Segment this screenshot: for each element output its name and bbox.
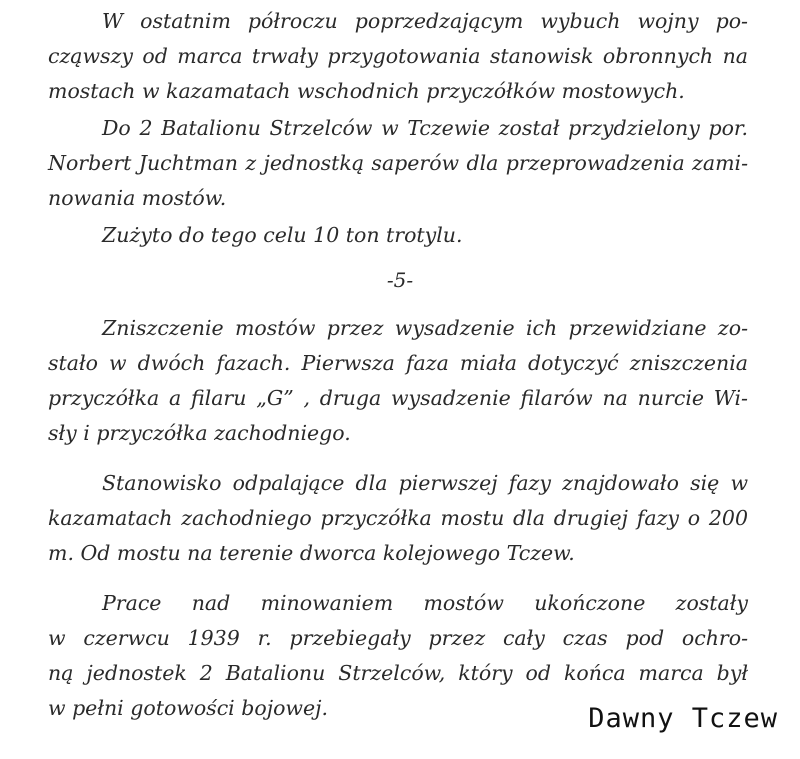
paragraph-line: Norbert Juchtman z jednostką saperów dla przeprowadzenia zami-	[48, 151, 748, 175]
paragraph-line: przyczółka a filaru „G” , druga wysadzenie filarów na nurcie Wi-	[48, 386, 748, 410]
paragraph-line: nowania mostów.	[48, 186, 227, 210]
paragraph-line: cząwszy od marca trwały przygotowania stanowisk obronnych na	[48, 44, 748, 68]
watermark-text: Dawny Tczew	[588, 703, 778, 734]
paragraph-4	[48, 311, 748, 451]
paragraph-line: m. Od mostu na terenie dworca kolejowego Tczew.	[48, 541, 575, 565]
paragraph-line: sły i przyczółka zachodniego.	[48, 421, 351, 445]
paragraph-line: Zniszczenie mostów przez wysadzenie ich przewidziane zo-	[102, 316, 748, 340]
paragraph-line: w pełni gotowości bojowej.	[48, 696, 328, 720]
paragraph-line: Do 2 Batalionu Strzelców w Tczewie został przydzielony por.	[102, 116, 748, 140]
paragraph-line: kazamatach zachodniego przyczółka mostu dla drugiej fazy o 200	[48, 506, 748, 530]
paragraph-line: mostach w kazamatach wschodnich przyczółków mostowych.	[48, 79, 685, 103]
paragraph-line: ną jednostek 2 Batalionu Strzelców, który od końca marca był	[48, 661, 748, 685]
paragraph-3	[48, 218, 748, 253]
page-number: -5-	[386, 268, 414, 292]
paragraph-1	[48, 4, 748, 109]
paragraph-line: Prace nad minowaniem mostów ukończone zostały	[102, 591, 748, 615]
paragraph-5	[48, 466, 748, 571]
paragraph-line: Zużyto do tego celu 10 ton trotylu.	[102, 223, 463, 247]
paragraph-line: W ostatnim półroczu poprzedzającym wybuch wojny po-	[102, 9, 748, 33]
paragraph-2	[48, 111, 748, 216]
paragraph-line: stało w dwóch fazach. Pierwsza faza miała dotyczyć zniszczenia	[48, 351, 748, 375]
paragraph-line: w czerwcu 1939 r. przebiegały przez cały czas pod ochro-	[48, 626, 748, 650]
paragraph-line: Stanowisko odpalające dla pierwszej fazy znajdowało się w	[102, 471, 748, 495]
